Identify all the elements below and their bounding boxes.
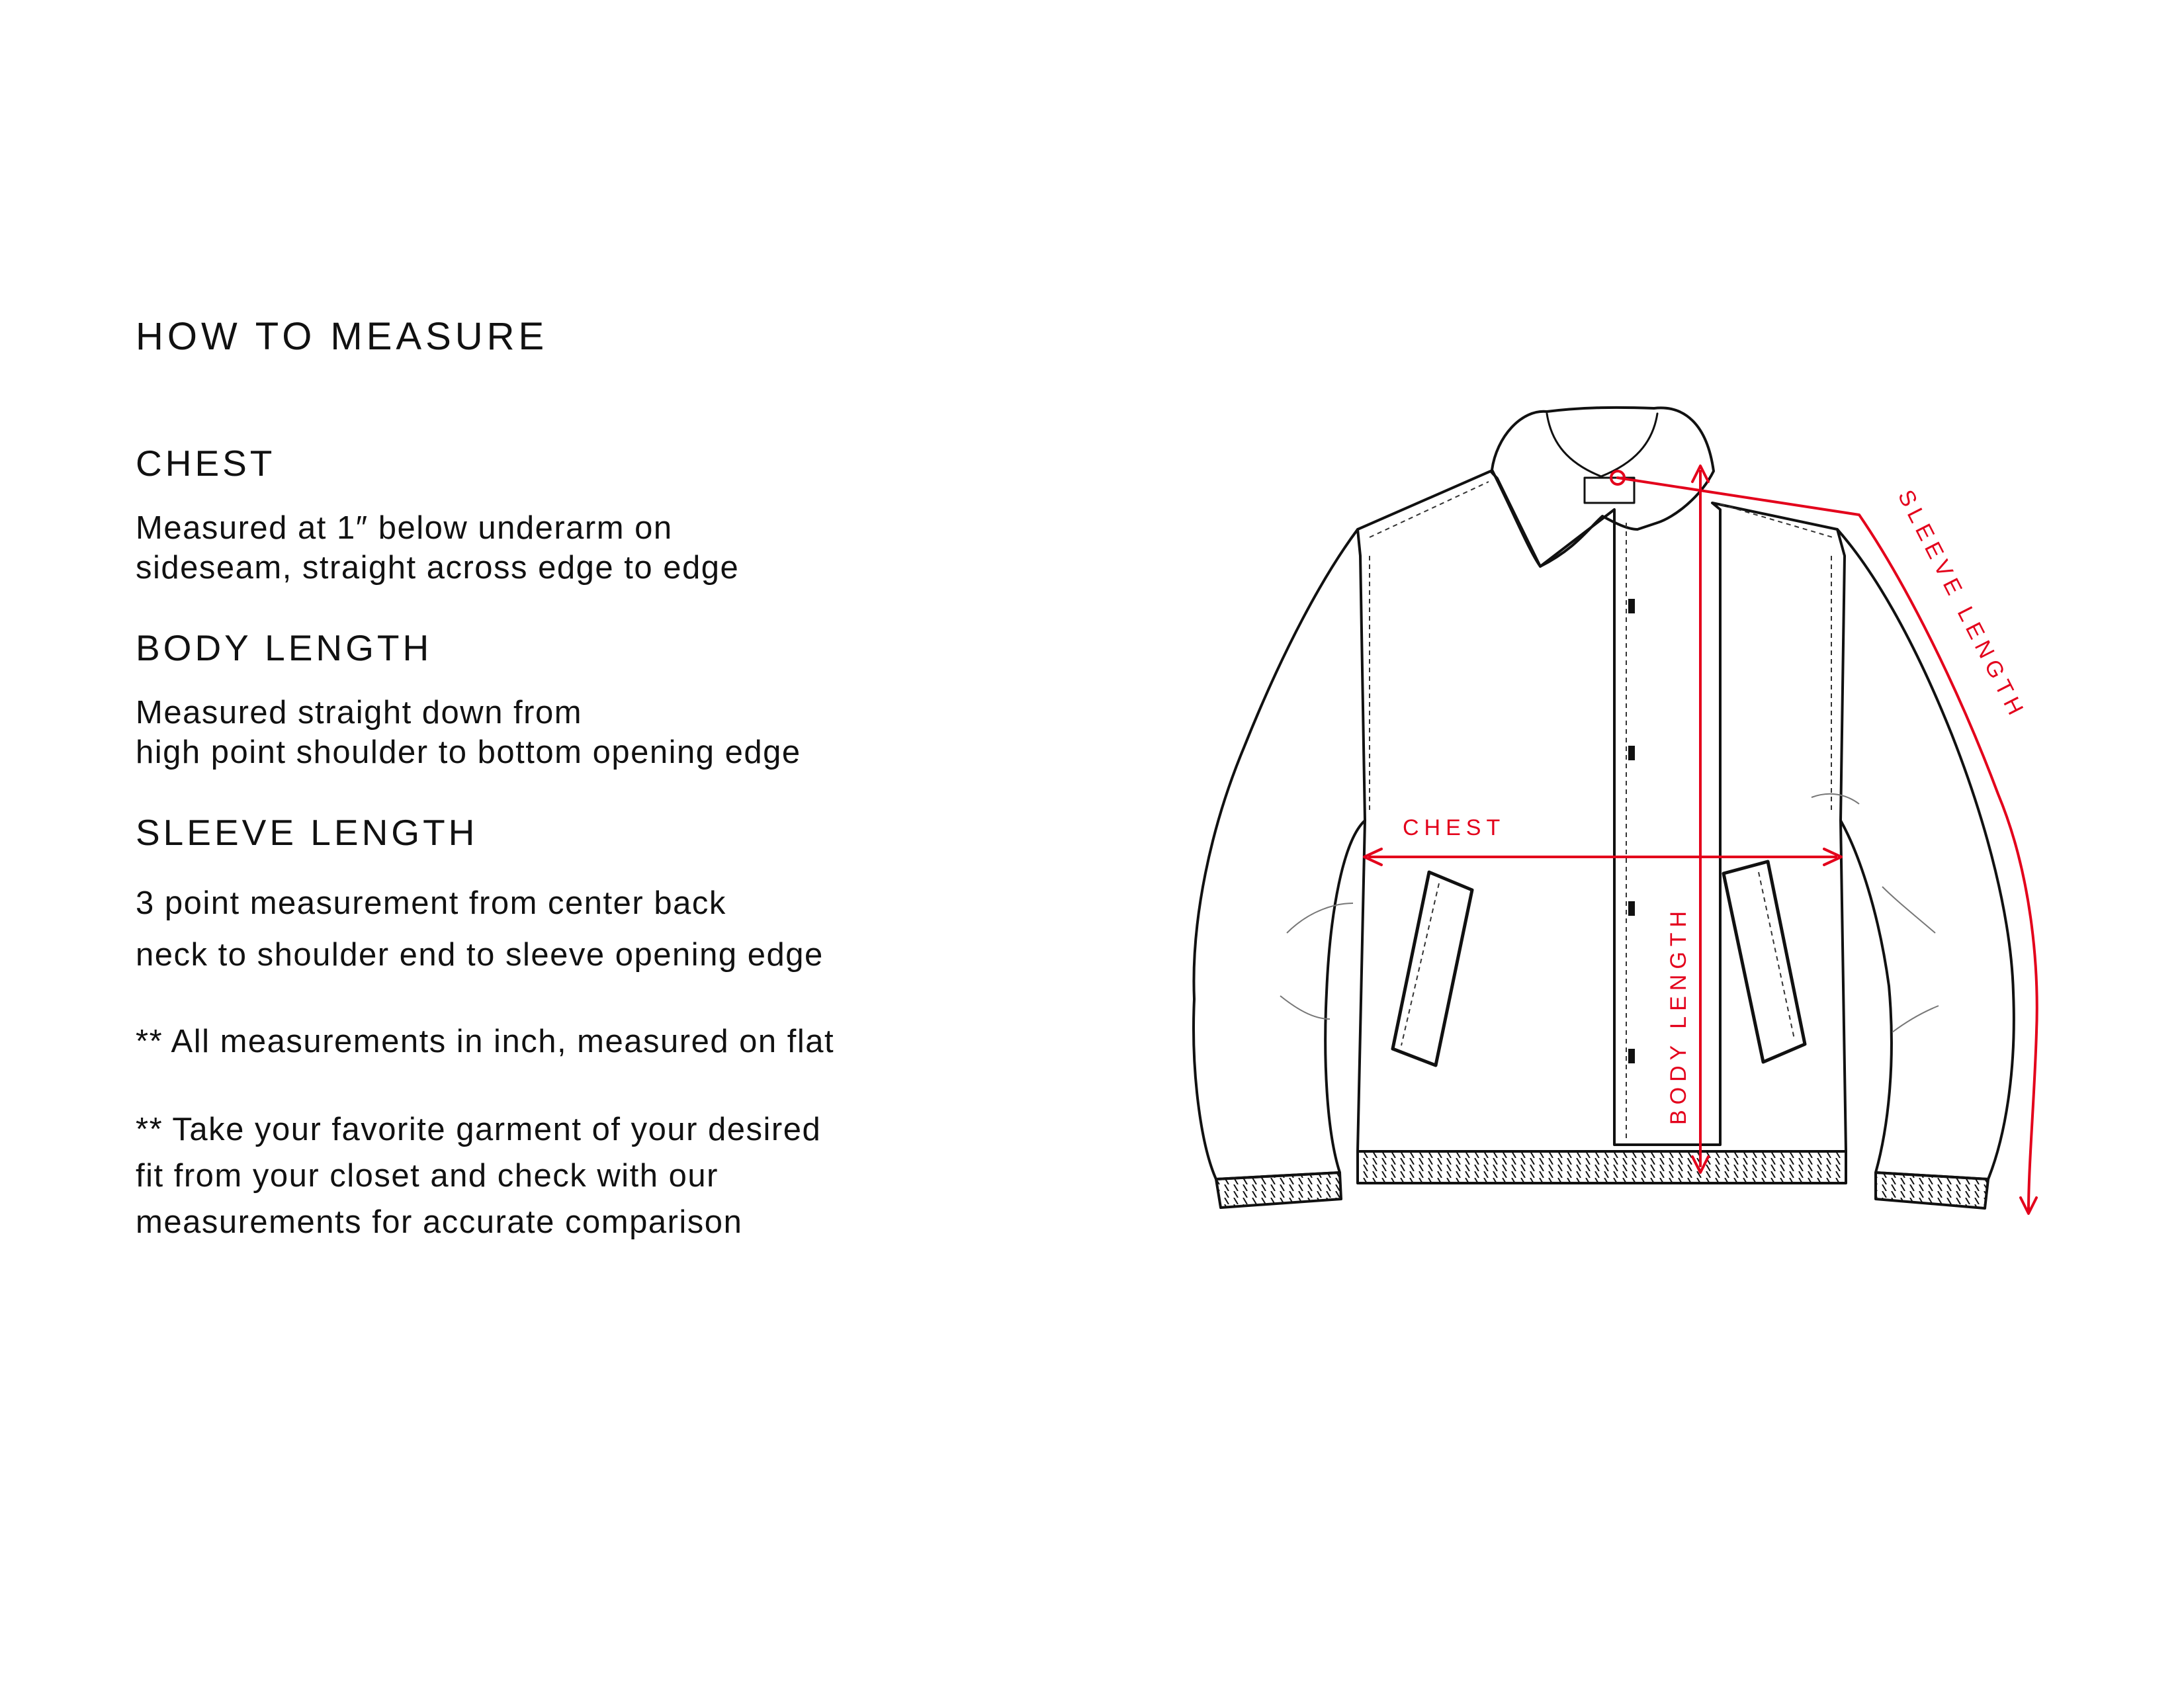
chest-label: CHEST (1403, 815, 1506, 840)
chest-description-line: sideseam, straight across edge to edge (136, 550, 740, 586)
wrinkle-line (1280, 996, 1330, 1019)
chest-heading: CHEST (136, 443, 276, 484)
left-sleeve-outline (1194, 529, 1365, 1179)
sleeve-length-description-line: 3 point measurement from center back (136, 885, 726, 921)
right-pocket (1724, 862, 1805, 1062)
hem-band (1358, 1151, 1846, 1183)
jacket-button (1628, 1049, 1635, 1063)
comparison-note-line: measurements for accurate comparison (136, 1204, 743, 1240)
collar-label (1585, 478, 1634, 503)
body-length-description-line: high point shoulder to bottom opening edge (136, 734, 801, 770)
body-length-description-line: Measured straight down from (136, 695, 583, 731)
stitch-line (1370, 482, 1489, 537)
wrinkle-line (1892, 1006, 1939, 1032)
wrinkle-line (1287, 903, 1353, 933)
wrinkle-line (1812, 794, 1859, 804)
jacket-body-outline (1358, 471, 1846, 1151)
jacket-button (1628, 599, 1635, 613)
sleeve-length-description-line: neck to shoulder end to sleeve opening edge (136, 937, 824, 973)
sleeve-length-heading: SLEEVE LENGTH (136, 812, 478, 853)
jacket-button (1628, 746, 1635, 760)
flat-measure-note: ** All measurements in inch, measured on flat (136, 1024, 835, 1059)
right-cuff (1876, 1173, 1988, 1208)
page-title: HOW TO MEASURE (136, 315, 548, 358)
sleeve-length-label: SLEEVE LENGTH (1892, 486, 2031, 724)
chest-description-line: Measured at 1″ below underarm on (136, 510, 673, 546)
left-pocket (1393, 872, 1472, 1065)
body-length-heading: BODY LENGTH (136, 627, 433, 668)
left-cuff (1216, 1173, 1341, 1208)
comparison-note-line: ** Take your favorite garment of your desired (136, 1112, 822, 1147)
wrinkle-line (1882, 887, 1935, 933)
body-length-label: BODY LENGTH (1666, 905, 1691, 1125)
jacket-button (1628, 901, 1635, 916)
comparison-note-line: fit from your closet and check with our (136, 1158, 719, 1194)
